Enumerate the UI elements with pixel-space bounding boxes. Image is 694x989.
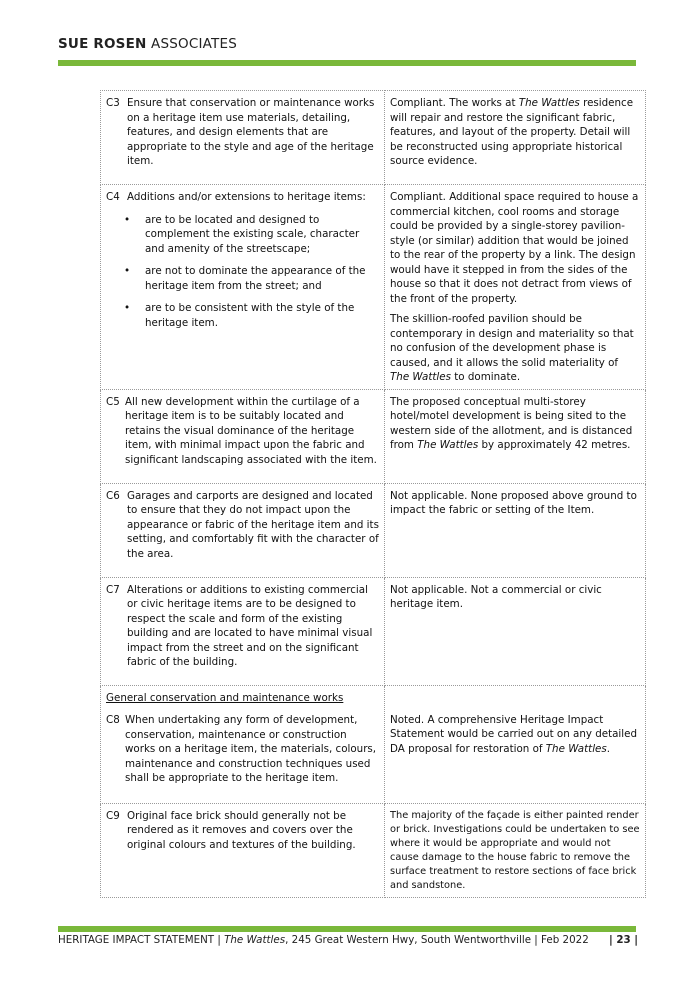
response-text: .: [606, 742, 611, 755]
control-text: When undertaking any form of development, conservation, maintenance or construction works on a heritage item, the materials, colours, maintenance and construction techniques used shall be appropriate to the heritage item.: [125, 714, 377, 784]
response-text: The majority of the façade is either painted render or brick. Investigations could be undertaken to see where it would be appropriate and would not cause damage to the house fabric to remove the surface treatment to restore sections of face brick and sandstone.: [390, 809, 640, 891]
table-row: [101, 803, 646, 897]
response-text: to dominate.: [451, 371, 521, 383]
control-number: C3: [106, 97, 120, 109]
response-cell: [385, 389, 646, 483]
control-cell: [101, 389, 385, 483]
list-item: • are to be consistent with the style of the heritage item.: [145, 301, 379, 330]
control-cell: [101, 91, 385, 185]
response-text: Not applicable. Not a commercial or civic heritage item.: [390, 583, 602, 610]
control-cell: [101, 803, 385, 897]
response-cell: [385, 91, 646, 185]
table-row: [101, 685, 646, 803]
table-row: [101, 389, 646, 483]
control-number: C8: [106, 714, 120, 726]
response-text: The skillion-roofed pavilion should be contemporary in design and materiality so that no confusion of the development phase is caused, and it allows the solid materiality of: [390, 313, 634, 369]
control-cell: [101, 577, 385, 685]
page-number: | 23 |: [608, 934, 638, 946]
table-row: [101, 185, 646, 390]
response-text: Compliant. Additional space required to house a commercial kitchen, cool rooms and storage could be provided by a single-storey pavilion-style (or similar) addition that would be joined to the rear of the property by a link. The design would have it stepped in from the sides of the house so that it does not detract from views of the front of the property.: [390, 191, 639, 305]
brand-logo: [58, 36, 237, 52]
footer-text: , 245 Great Western Hwy, South Wentworthville | Feb 2022: [285, 934, 589, 946]
footer-rule: [58, 926, 636, 932]
property-name: The Wattles: [545, 742, 607, 755]
response-cell: [385, 803, 646, 897]
response-text: The proposed conceptual multi-storey hotel/motel development is being sited to the western side of the allotment, and is distanced from: [390, 395, 633, 451]
control-text: All new development within the curtilage of a heritage item is to be suitably located and retains the visual dominance of the heritage item, with minimal impact upon the fabric and significant landscaping associated with the item.: [125, 395, 377, 466]
response-cell: [385, 483, 646, 577]
control-number: C7: [106, 583, 120, 596]
property-name: The Wattles: [518, 97, 580, 109]
list-item: • are not to dominate the appearance of the heritage item from the street; and: [145, 264, 379, 293]
response-text: residence will repair and restore the significant fabric, features, and layout of the property. Detail will be reconstructed using appropriate historical source evidence.: [390, 97, 634, 167]
control-number: C4: [106, 191, 120, 203]
control-text: Alterations or additions to existing commercial or civic heritage items are to be designed to respect the scale and form of the existing building and are located to have minimal visual impact from the street and on the significant fabric of the building.: [127, 583, 373, 668]
control-number: C6: [106, 489, 120, 502]
control-cell: [101, 185, 385, 390]
control-text: Original face brick should generally not be rendered as it removes and covers over the original colours and textures of the building.: [127, 809, 356, 851]
control-text: Garages and carports are designed and located to ensure that they do not impact upon the appearance or fabric of the heritage item and its setting, and comfortably fit with the character of the area.: [127, 489, 379, 560]
response-text: Compliant. The works at: [390, 97, 519, 109]
table-row: [101, 483, 646, 577]
control-text: Ensure that conservation or maintenance works on a heritage item use materials, detailing, features, and design elements that are appropriate to the style and age of the heritage item.: [127, 97, 375, 167]
table-row: [101, 91, 646, 185]
controls-table: [100, 90, 646, 898]
response-cell: [385, 685, 646, 803]
response-cell: [385, 185, 646, 390]
table-row: [101, 577, 646, 685]
control-number: C9: [106, 809, 120, 822]
control-cell: [101, 483, 385, 577]
control-number: C5: [106, 395, 120, 408]
control-cell: [101, 685, 385, 803]
response-cell: [385, 577, 646, 685]
response-text: by approximately 42 metres.: [478, 439, 631, 451]
bullet-list: [124, 213, 379, 331]
footer-text: HERITAGE IMPACT STATEMENT |: [58, 934, 225, 946]
response-text: Noted. A comprehensive Heritage Impact Statement would be carried out on any detailed DA proposal for restoration of: [390, 713, 638, 755]
page-footer: [58, 934, 638, 946]
property-name: The Wattles: [417, 439, 479, 451]
brand-name-bold: SUE ROSEN: [58, 36, 147, 52]
header-rule: [58, 60, 636, 66]
section-heading: General conservation and maintenance works: [106, 691, 344, 704]
brand-name-rest: ASSOCIATES: [151, 36, 237, 52]
property-name: The Wattles: [390, 371, 451, 383]
list-item: • are to be located and designed to complement the existing scale, character and amenity of the streetscape;: [145, 213, 379, 257]
response-text: Not applicable. None proposed above ground to impact the fabric or setting of the Item.: [390, 489, 637, 516]
property-name: The Wattles: [224, 934, 286, 946]
control-text: Additions and/or extensions to heritage items:: [127, 191, 366, 203]
